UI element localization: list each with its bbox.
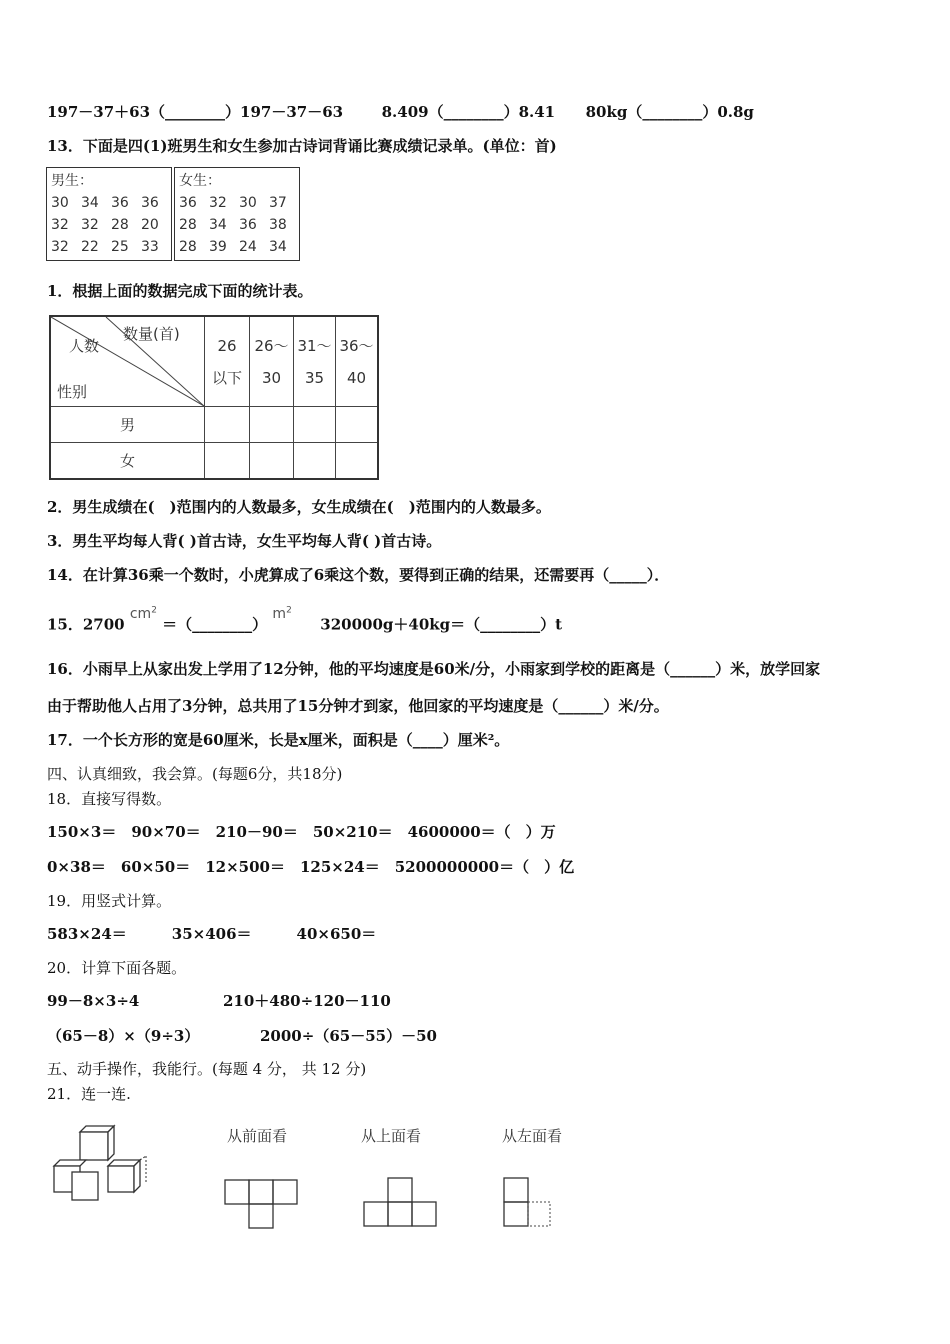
col-header-line: 30 <box>261 368 282 387</box>
col-header-26-below <box>205 316 250 407</box>
left-view-label: 从左面看 <box>502 1127 563 1145</box>
diagonal-header-cell <box>50 316 205 407</box>
col-header-line: 26 <box>217 336 237 355</box>
q15-part-c: 320000g＋40kg＝（________）t <box>320 615 563 634</box>
score: 34 <box>81 195 99 211</box>
q19-line1: 583×24＝ 35×406＝ 40×650＝ <box>47 925 377 943</box>
unit-sup: 2 <box>151 605 157 615</box>
q20-b: 210＋480÷120－110 <box>223 992 391 1010</box>
q16-line2: 由于帮助他人占用了3分钟，总共用了15分钟才到家，他回家的平均速度是（______）米/分。 <box>47 697 669 715</box>
section-4-heading: 四、认真细致，我会算。(每题6分，共18分) <box>47 765 343 783</box>
q18-line2: 0×38＝ 60×50＝ 12×500＝ 125×24＝ 5200000000＝（ ）亿 <box>47 858 575 876</box>
q13-sub2: 2．男生成绩在( )范围内的人数最多，女生成绩在( )范围内的人数最多。 <box>47 498 551 516</box>
statistics-table <box>49 315 379 480</box>
diag-bottom-label: 性别 <box>57 383 88 401</box>
col-header-26-30 <box>250 316 294 407</box>
score: 36 <box>111 195 129 211</box>
section-5-heading: 五、动手操作，我能行。(每题 4 分， 共 12 分) <box>47 1060 367 1078</box>
unit-cm2 <box>130 606 157 622</box>
q17: 17．一个长方形的宽是60厘米，长是x厘米，面积是（____）厘米²。 <box>47 731 510 749</box>
col-header-line: 31～ <box>297 336 332 355</box>
q21-title: 21．连一连. <box>47 1085 131 1103</box>
q20-title: 20．计算下面各题。 <box>47 959 187 977</box>
answer-cell[interactable] <box>250 407 294 443</box>
q20-d: 2000÷（65－55）－50 <box>260 1027 437 1045</box>
score-record-sheet <box>46 167 300 261</box>
unit-m2 <box>272 606 291 622</box>
score: 37 <box>269 195 287 211</box>
score: 34 <box>269 239 287 255</box>
top-view-shape <box>362 1176 442 1236</box>
q15 <box>47 605 563 636</box>
score: 32 <box>209 195 227 211</box>
score: 36 <box>179 195 197 211</box>
q20-a: 99－8×3÷4 <box>47 992 140 1010</box>
col-header-line: 40 <box>346 368 367 387</box>
girls-row <box>179 192 299 214</box>
score: 30 <box>239 195 257 211</box>
girls-record <box>174 167 300 261</box>
answer-cell[interactable] <box>336 443 379 479</box>
top-view-label: 从上面看 <box>361 1127 422 1145</box>
answer-cell[interactable] <box>294 407 336 443</box>
score: 36 <box>239 217 257 233</box>
score: 30 <box>51 195 69 211</box>
q16-line1: 16．小雨早上从家出发上学用了12分钟，他的平均速度是60米/分，小雨家到学校的距离是（______）米，放学回家 <box>47 660 821 678</box>
score: 28 <box>111 217 129 233</box>
q15-part-a: 15．2700 <box>47 615 125 634</box>
col-header-31-35 <box>294 316 336 407</box>
boys-record <box>46 167 172 261</box>
q12-comparison-line <box>47 102 754 122</box>
unit-sup: 2 <box>286 605 292 615</box>
score: 32 <box>51 239 69 255</box>
row-label-girls: 女 <box>50 443 205 479</box>
girls-row <box>179 214 299 236</box>
boys-row <box>51 214 171 236</box>
q12-item-b: 8.409（________）8.41 <box>381 103 556 121</box>
col-header-line: 以下 <box>211 368 242 387</box>
score: 34 <box>209 217 227 233</box>
diag-top-label: 数量(首) <box>123 325 180 343</box>
score: 32 <box>51 217 69 233</box>
answer-cell[interactable] <box>250 443 294 479</box>
col-header-line: 26～ <box>254 336 289 355</box>
boys-row <box>51 192 171 214</box>
q13-sub1: 1．根据上面的数据完成下面的统计表。 <box>47 282 313 300</box>
score: 22 <box>81 239 99 255</box>
q12-item-c: 80kg（________）0.8g <box>585 103 754 121</box>
row-label-boys: 男 <box>50 407 205 443</box>
boys-label: 男生： <box>51 173 93 189</box>
answer-cell[interactable] <box>205 407 250 443</box>
diag-mid-label: 人数 <box>69 337 100 355</box>
score: 28 <box>179 239 197 255</box>
front-view-label: 从前面看 <box>227 1127 288 1145</box>
q12-item-a: 197－37＋63（________）197－37－63 <box>47 103 344 121</box>
q14: 14．在计算36乘一个数时，小虎算成了6乘这个数，要得到正确的结果，还需要再（_____）． <box>47 566 670 584</box>
answer-cell[interactable] <box>205 443 250 479</box>
answer-cell[interactable] <box>294 443 336 479</box>
front-view-shape <box>224 1176 304 1236</box>
q20-c: （65－8）×（9÷3） <box>47 1027 200 1045</box>
girls-row <box>179 236 299 258</box>
answer-cell[interactable] <box>336 407 379 443</box>
score: 28 <box>179 217 197 233</box>
score: 36 <box>141 195 159 211</box>
score: 32 <box>81 217 99 233</box>
q13-sub3: 3．男生平均每人背( )首古诗，女生平均每人背( )首古诗。 <box>47 532 442 550</box>
col-header-36-40 <box>336 316 379 407</box>
col-header-line: 35 <box>304 368 325 387</box>
left-view-shape <box>502 1176 562 1236</box>
q13-title: 13．下面是四(1)班男生和女生参加古诗词背诵比赛成绩记录单。(单位：首) <box>47 137 557 155</box>
score: 24 <box>239 239 257 255</box>
cube-stack-figure <box>50 1120 160 1210</box>
score: 20 <box>141 217 159 233</box>
unit-m-text: m <box>272 605 287 622</box>
score: 38 <box>269 217 287 233</box>
score: 39 <box>209 239 227 255</box>
q19-title: 19．用竖式计算。 <box>47 892 172 910</box>
q18-line1: 150×3＝ 90×70＝ 210－90＝ 50×210＝ 4600000＝（ ）万 <box>47 823 556 841</box>
girls-label: 女生： <box>179 173 221 189</box>
boys-row <box>51 236 171 258</box>
q18-title: 18．直接写得数。 <box>47 790 172 808</box>
col-header-line: 36～ <box>339 336 374 355</box>
q15-part-b: ＝（________） <box>162 615 268 634</box>
score: 33 <box>141 239 159 255</box>
score: 25 <box>111 239 129 255</box>
unit-cm-text: cm <box>129 605 152 622</box>
